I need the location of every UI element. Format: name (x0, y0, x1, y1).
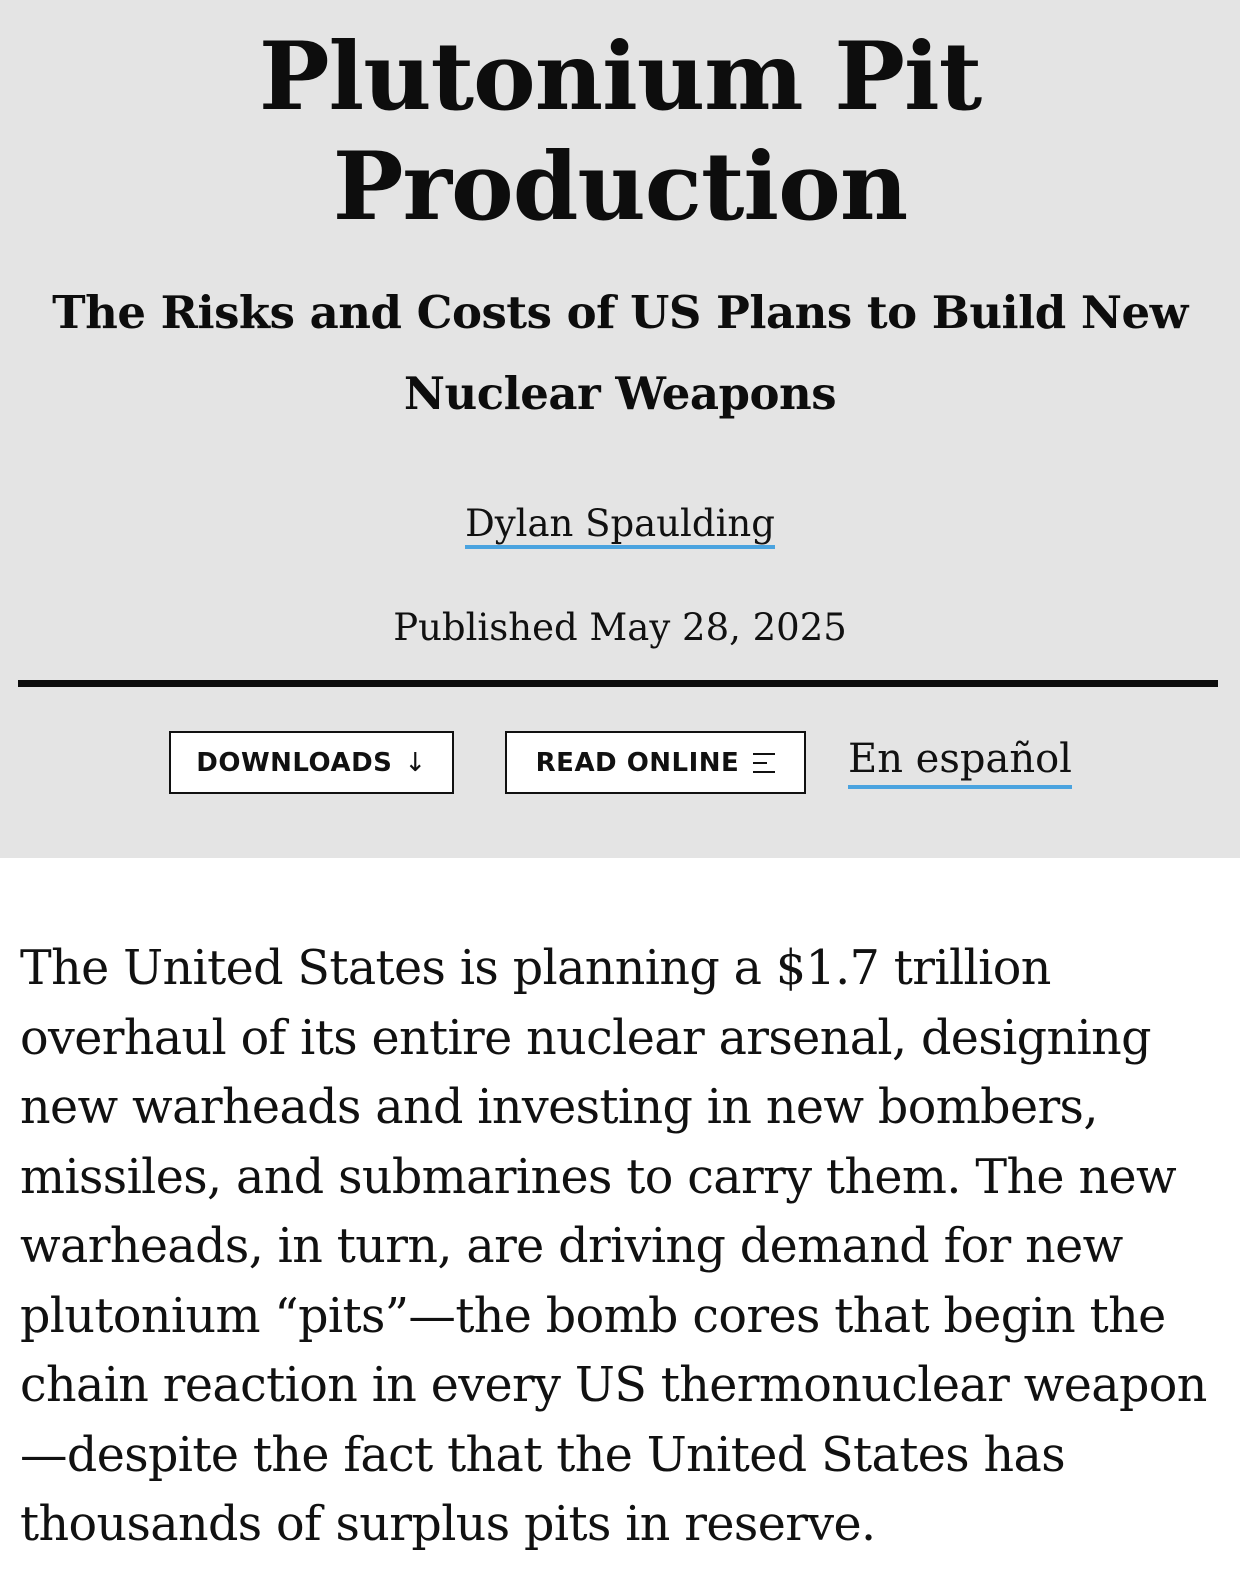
page-subtitle: The Risks and Costs of US Plans to Build New Nuclear Weapons (52, 286, 1188, 420)
read-online-button[interactable] (505, 731, 806, 794)
header-divider (18, 680, 1218, 687)
title-line-2: Production (332, 132, 908, 242)
published-date: Published May 28, 2025 (393, 606, 847, 649)
read-online-label: READ ONLINE (535, 747, 740, 778)
table-of-contents-icon (753, 753, 775, 773)
downloads-button[interactable] (169, 731, 454, 794)
spanish-version-link[interactable]: En español (848, 733, 1072, 789)
author-link[interactable]: Dylan Spaulding (465, 502, 775, 549)
title-line-1: Plutonium Pit (258, 22, 982, 132)
arrow-down-icon: ↓ (404, 747, 427, 778)
downloads-label: DOWNLOADS (196, 747, 393, 778)
article-intro: The United States is planning a $1.7 trillion overhaul of its entire nuclear arsenal, designing new warheads and investing in new bombers, missiles, and submarines to carry them. The new warheads, in turn, are driving demand for new plutonium “pits”—the bomb cores that begin the chain reaction in every US thermonuclear weapon—despite the fact that the United States has thousands of surplus pits in reserve. (20, 941, 1207, 1552)
page-title (0, 22, 1240, 242)
author-byline (0, 498, 1240, 550)
